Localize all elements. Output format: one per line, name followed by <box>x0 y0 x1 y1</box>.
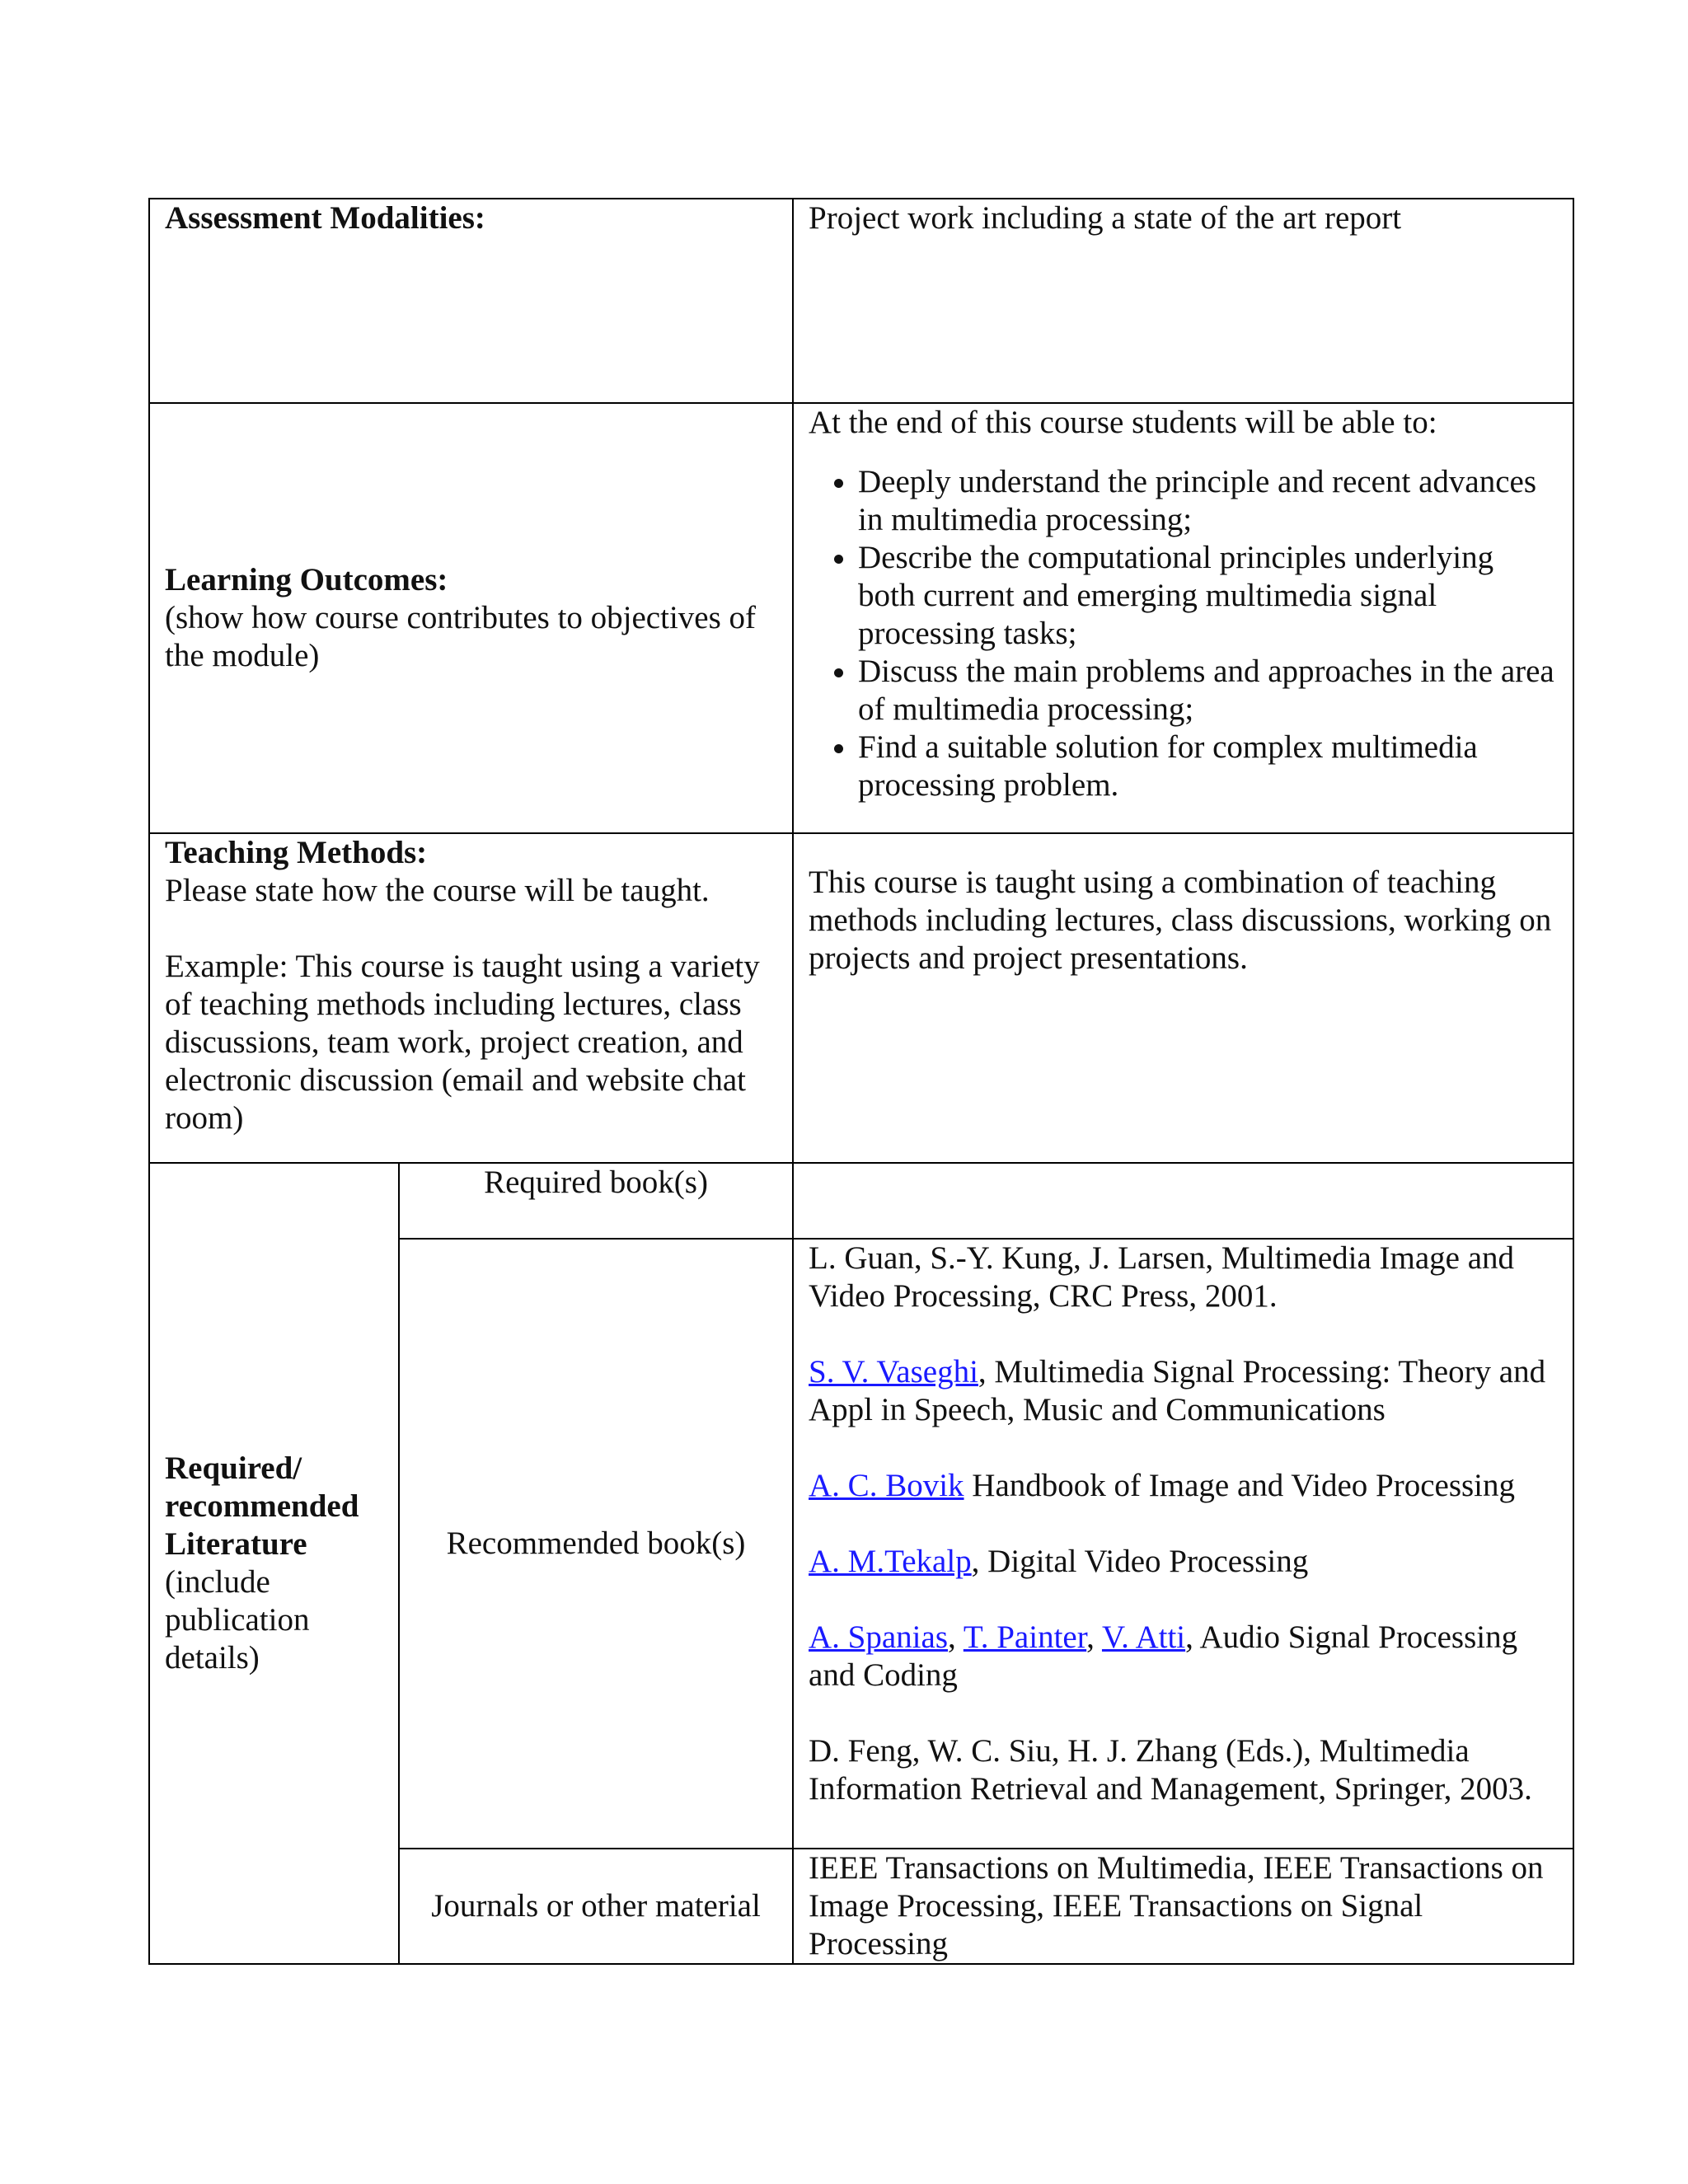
learning-outcomes-intro: At the end of this course students will be able to: <box>809 405 1437 440</box>
learning-outcomes-list <box>809 463 1558 804</box>
literature-label-cell <box>149 1163 399 1964</box>
learning-outcomes-value-cell <box>793 403 1573 833</box>
list-item: • Discuss the main problems and approaches in the area of multimedia processing; <box>858 653 1558 729</box>
learning-outcomes-label: Learning Outcomes: <box>165 562 448 598</box>
list-item: • Find a suitable solution for complex multimedia processing problem. <box>858 729 1558 804</box>
author-link-vaseghi[interactable]: S. V. Vaseghi <box>809 1354 978 1390</box>
recommended-books-label-cell <box>399 1239 793 1849</box>
literature-note: (include publication details) <box>165 1564 310 1675</box>
book-entry-feng: D. Feng, W. C. Siu, H. J. Zhang (Eds.), Multimedia Information Retrieval and Management, Springer, 2003. <box>809 1733 1532 1807</box>
book-title-tekalp: , Digital Video Processing <box>971 1544 1309 1579</box>
required-books-label: Required book(s) <box>484 1165 708 1200</box>
author-link-painter[interactable]: T. Painter <box>963 1619 1087 1655</box>
required-books-row <box>149 1163 1573 1239</box>
learning-outcomes-sublabel: (show how course contributes to objectives of the module) <box>165 600 757 673</box>
teaching-methods-label: Teaching Methods: <box>165 835 428 870</box>
book-title-vaseghi: , Multimedia Signal Processing: Theory and Appl in Speech, Music and Communications <box>809 1354 1546 1427</box>
author-link-bovik[interactable]: A. C. Bovik <box>809 1468 964 1503</box>
recommended-books-label: Recommended book(s) <box>446 1526 746 1561</box>
book-title-bovik: Handbook of Image and Video Processing <box>964 1468 1516 1503</box>
author-link-tekalp[interactable]: A. M.Tekalp <box>809 1544 972 1579</box>
course-description-table <box>148 198 1574 1965</box>
journals-value-cell <box>793 1849 1573 1964</box>
author-separator: , <box>1086 1619 1102 1655</box>
assessment-value-cell <box>793 199 1573 403</box>
author-link-spanias[interactable]: A. Spanias <box>809 1619 949 1655</box>
journals-label-cell <box>399 1849 793 1964</box>
assessment-label: Assessment Modalities: <box>165 200 485 236</box>
list-item: • Deeply understand the principle and recent advances in multimedia processing; <box>858 463 1558 539</box>
teaching-methods-example: Example: This course is taught using a variety of teaching methods including lectures, class discussions, team work, project creation, and electronic discussion (email and website chat room) <box>165 949 760 1136</box>
learning-outcomes-row <box>149 403 1573 833</box>
learning-outcomes-label-cell <box>149 403 793 833</box>
recommended-books-value-cell <box>793 1239 1573 1849</box>
assessment-label-cell <box>149 199 793 403</box>
teaching-methods-row <box>149 833 1573 1163</box>
author-link-atti[interactable]: V. Atti <box>1101 1619 1186 1655</box>
book-entry-tekalp <box>809 1543 1558 1581</box>
assessment-row <box>149 199 1573 403</box>
required-books-value-cell <box>793 1163 1573 1239</box>
teaching-methods-instruction: Please state how the course will be taught. <box>165 873 710 908</box>
assessment-value: Project work including a state of the art report <box>809 200 1402 236</box>
literature-label: Required/ recommended Literature <box>165 1451 359 1562</box>
book-entry-bovik <box>809 1467 1558 1505</box>
book-entry-vaseghi <box>809 1353 1558 1429</box>
book-entry-spanias <box>809 1619 1558 1694</box>
journals-label: Journals or other material <box>431 1888 761 1924</box>
book-entry-guan: L. Guan, S.-Y. Kung, J. Larsen, Multimedia Image and Video Processing, CRC Press, 2001. <box>809 1240 1515 1314</box>
book-title-spanias: , Audio Signal Processing and Coding <box>809 1619 1518 1693</box>
required-books-label-cell <box>399 1163 793 1239</box>
list-item: • Describe the computational principles underlying both current and emerging multimedia signal processing tasks; <box>858 539 1558 653</box>
author-separator: , <box>948 1619 964 1655</box>
teaching-methods-label-cell <box>149 833 793 1163</box>
journals-value: IEEE Transactions on Multimedia, IEEE Transactions on Image Processing, IEEE Transactions on Signal Processing <box>809 1850 1544 1961</box>
teaching-methods-value: This course is taught using a combination of teaching methods including lectures, class discussions, working on projects and project presentations. <box>809 865 1552 976</box>
teaching-methods-value-cell <box>793 833 1573 1163</box>
